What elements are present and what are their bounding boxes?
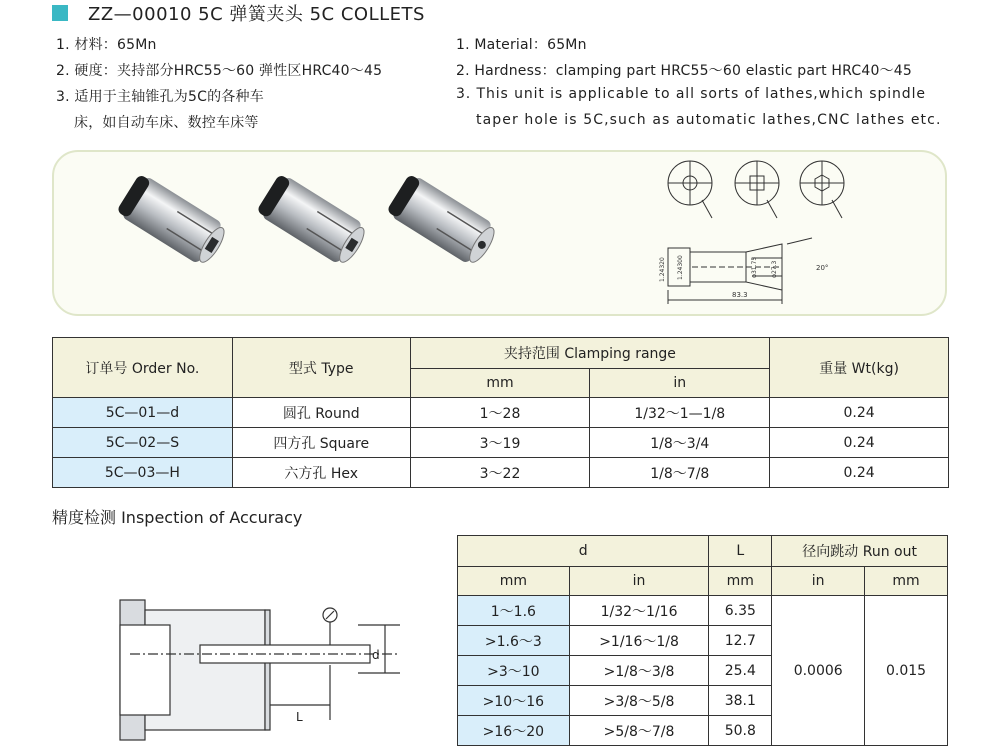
d-mm: >1.6～3 [458, 626, 570, 656]
spec-en-4: taper hole is 5C,such as automatic lathes,CNC lathes etc. [476, 112, 942, 128]
diagram-d-label: d [372, 648, 380, 662]
spec-cn-3: 3. 适用于主轴锥孔为5C的各种车 [56, 89, 264, 105]
title-marker [52, 5, 68, 21]
order-table [52, 337, 949, 488]
range-in: 1/8～7/8 [590, 458, 770, 488]
header-range-in: in [590, 369, 770, 398]
inspection-title: 精度检测 Inspection of Accuracy [52, 508, 303, 527]
collet-type: 圆孔 Round [232, 398, 410, 428]
product-illustration [52, 150, 947, 316]
collet-photo-hex [385, 172, 500, 269]
dim-dia-3: φ31.75 [751, 256, 758, 278]
table-row [53, 398, 949, 428]
l-mm: 25.4 [709, 656, 772, 686]
range-mm: 3～19 [410, 428, 590, 458]
header-order: 订单号 Order No. [53, 338, 233, 398]
spec-en-3: 3. This unit is applicable to all sorts of lathes,which spindle [456, 86, 926, 102]
header-l: L [709, 536, 772, 567]
header-d: d [458, 536, 709, 567]
d-mm: >3～10 [458, 656, 570, 686]
runout-mm-value: 0.015 [865, 596, 948, 746]
header-type: 型式 Type [232, 338, 410, 398]
table-row [53, 428, 949, 458]
dim-dia-2: 1.24300 [677, 255, 684, 280]
header-l-mm: mm [709, 567, 772, 596]
page-title: ZZ—00010 5C 弹簧夹头 5C COLLETS [88, 4, 425, 25]
collet-photo-round [115, 172, 230, 269]
diagram-l-label: L [296, 710, 303, 724]
header-clamping-range: 夹持范围 Clamping range [410, 338, 770, 369]
header-range-mm: mm [410, 369, 590, 398]
collet-photo-square [255, 172, 370, 269]
header-runout: 径向跳动 Run out [772, 536, 948, 567]
runout-in-value: 0.0006 [772, 596, 865, 746]
l-mm: 38.1 [709, 686, 772, 716]
range-mm: 1～28 [410, 398, 590, 428]
header-runout-in: in [772, 567, 865, 596]
weight: 0.24 [770, 458, 949, 488]
dim-dia-4: φ27.3 [771, 260, 778, 278]
d-mm: >16～20 [458, 716, 570, 746]
inspection-diagram [100, 595, 410, 745]
d-in: >1/8～3/8 [569, 656, 709, 686]
collet-type: 四方孔 Square [232, 428, 410, 458]
l-mm: 6.35 [709, 596, 772, 626]
dim-dia-1: 1.24320 [659, 257, 666, 282]
l-mm: 50.8 [709, 716, 772, 746]
weight: 0.24 [770, 428, 949, 458]
order-number: 5C—02—S [53, 428, 233, 458]
d-in: >3/8～5/8 [569, 686, 709, 716]
d-in: >5/8～7/8 [569, 716, 709, 746]
table-row [458, 596, 948, 626]
l-mm: 12.7 [709, 626, 772, 656]
header-runout-mm: mm [865, 567, 948, 596]
header-weight: 重量 Wt(kg) [770, 338, 949, 398]
range-in: 1/32～1—1/8 [590, 398, 770, 428]
collet-type: 六方孔 Hex [232, 458, 410, 488]
spec-cn-4: 床，如自动车床、数控车床等 [74, 115, 259, 131]
d-in: 1/32～1/16 [569, 596, 709, 626]
dim-length-83: 83.3 [732, 291, 748, 299]
d-mm: >10～16 [458, 686, 570, 716]
header-d-mm: mm [458, 567, 570, 596]
spec-en-1: 1. Material：65Mn [456, 37, 587, 53]
d-in: >1/16～1/8 [569, 626, 709, 656]
accuracy-table [457, 535, 948, 746]
dim-angle-20: 20° [816, 264, 829, 272]
table-row [53, 458, 949, 488]
end-view-drawings [668, 161, 844, 218]
spec-en-2: 2. Hardness：clamping part HRC55～60 elastic part HRC40～45 [456, 63, 912, 79]
range-in: 1/8～3/4 [590, 428, 770, 458]
order-number: 5C—01—d [53, 398, 233, 428]
d-mm: 1～1.6 [458, 596, 570, 626]
range-mm: 3～22 [410, 458, 590, 488]
weight: 0.24 [770, 398, 949, 428]
spec-cn-2: 2. 硬度：夹持部分HRC55～60 弹性区HRC40～45 [56, 63, 383, 79]
header-d-in: in [569, 567, 709, 596]
order-number: 5C—03—H [53, 458, 233, 488]
spec-cn-1: 1. 材料：65Mn [56, 37, 157, 53]
